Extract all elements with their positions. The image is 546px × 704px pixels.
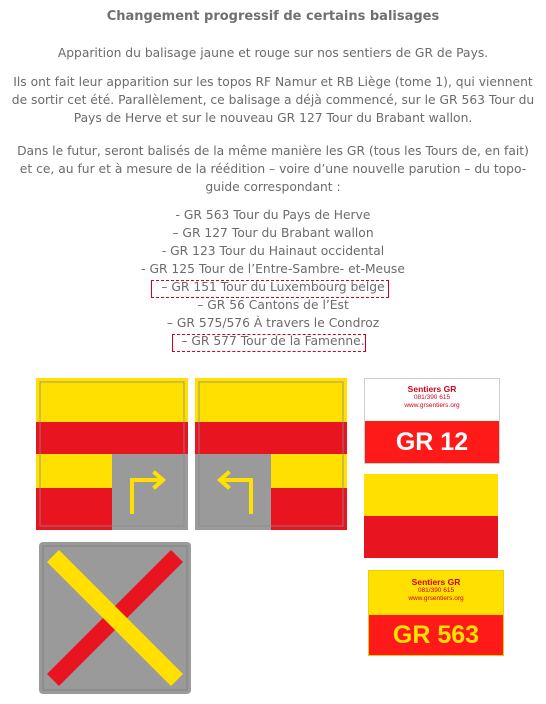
topo-paragraph: Ils ont fait leur apparition sur les topos RF Namur et RB Liège (tome 1), qui viennent de sortir cet été. Parallèlement, ce balisage a déjà commencé, sur le GR 563 Tour du Pays de Herve et sur le nouveau GR 127 Tour du Brabant wallon.: [11, 75, 535, 125]
list-item: – GR 127 Tour du Brabant wallon: [172, 226, 374, 240]
list-item: – GR 151 Tour du Luxembourg belge: [161, 280, 385, 294]
future-paragraph: Dans le futur, seront balisés de la même manière les GR (tous les Tours de, en fait) et ce, au fur et à mesure de la réédition – voire d’une nouvelle parution – du topo-guide correspondant :: [17, 144, 529, 194]
sign-code: GR 563: [369, 615, 503, 655]
turn-left-panel: [195, 378, 347, 530]
list-item: - GR 563 Tour du Pays de Herve: [175, 208, 371, 222]
yellow-red-marker: [364, 474, 498, 558]
intro-paragraph: Apparition du balisage jaune et rouge sur nos sentiers de GR de Pays.: [57, 46, 489, 60]
panel-red-stripe: [36, 422, 188, 454]
marker-red-half: [364, 516, 498, 558]
sign-phone: 081/390 615: [417, 587, 455, 594]
highlight-box-gr151: [151, 280, 389, 298]
page-title: Changement progressif de certains balisages: [106, 9, 440, 24]
list-item: - GR 125 Tour de l’Entre-Sambre- et-Meuse: [141, 262, 405, 276]
list-item: – GR 577 Tour de la Famenne.: [181, 334, 365, 348]
panel-yellow-top: [36, 378, 188, 422]
panel-red-stripe: [195, 422, 347, 454]
turn-right-panel: [36, 378, 188, 530]
gr563-sign: [368, 570, 504, 656]
panel-yellow-right: [271, 454, 347, 488]
sign-code: GR 12: [365, 421, 499, 463]
panel-red-left: [36, 488, 112, 530]
highlight-box-gr577: [172, 334, 366, 352]
sign-brand: Sentiers GR: [407, 384, 457, 394]
list-item: – GR 56 Cantons de l’Est: [197, 298, 349, 312]
gr12-sign: [364, 378, 500, 464]
panel-grey-square: [195, 454, 271, 530]
sign-phone: 081/390 615: [413, 394, 451, 401]
list-item: - GR 123 Tour du Hainaut occidental: [161, 244, 385, 258]
panel-red-right: [271, 488, 347, 530]
panel-yellow-top: [195, 378, 347, 422]
wrong-way-panel: [39, 542, 191, 694]
panel-yellow-left: [36, 454, 112, 488]
sign-web: www.grsentiers.org: [408, 595, 464, 602]
sign-web: www.grsentiers.org: [404, 402, 460, 409]
panel-grey-square: [112, 454, 188, 530]
sign-brand: Sentiers GR: [411, 577, 461, 587]
gr-list: [0, 206, 546, 350]
marker-yellow-half: [364, 474, 498, 516]
list-item: – GR 575/576 À travers le Condroz: [166, 316, 380, 330]
